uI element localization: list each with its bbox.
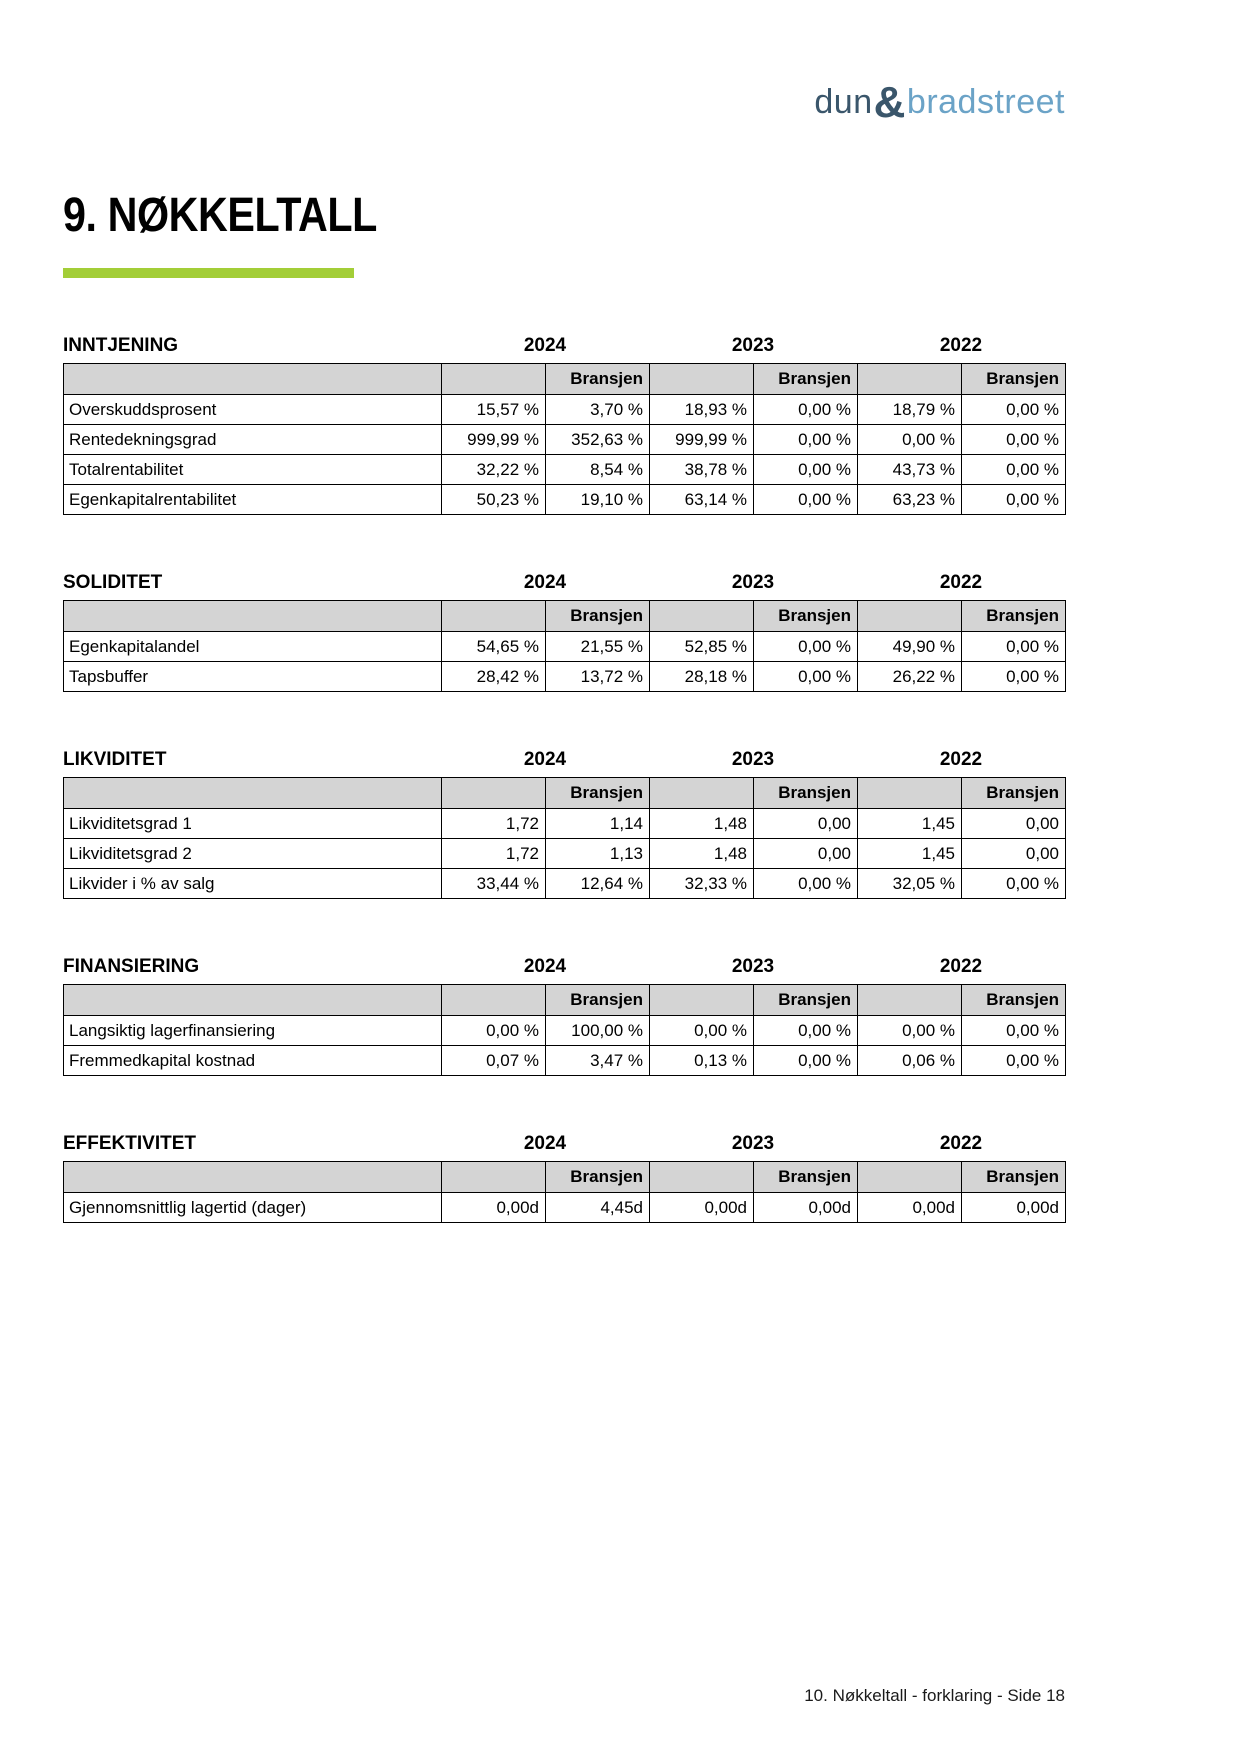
subheader-empty-cell: [858, 985, 962, 1016]
cell-value: 0,00d: [858, 1193, 962, 1223]
cell-value: 0,00 %: [962, 1046, 1066, 1076]
bransjen-header: Bransjen: [962, 601, 1066, 632]
bransjen-header: Bransjen: [962, 1162, 1066, 1193]
year-header-2024: 2024: [523, 749, 567, 770]
table-row: [64, 632, 1066, 662]
section-title: SOLIDITET: [63, 572, 163, 593]
cell-value: 52,85 %: [650, 632, 754, 662]
cell-value: 32,22 %: [442, 455, 546, 485]
row-label: Tapsbuffer: [64, 662, 442, 692]
cell-value: 0,00d: [650, 1193, 754, 1223]
kpi-sections-container: [63, 335, 1065, 1223]
cell-value: 63,23 %: [858, 485, 962, 515]
bransjen-header: Bransjen: [546, 778, 650, 809]
table-row: [64, 839, 1066, 869]
cell-value: 43,73 %: [858, 455, 962, 485]
row-label: Egenkapitalrentabilitet: [64, 485, 442, 515]
cell-value: 0,00: [962, 839, 1066, 869]
year-header-2023: 2023: [731, 956, 775, 977]
cell-value: 0,00 %: [962, 869, 1066, 899]
cell-value: 0,00 %: [754, 662, 858, 692]
subheader-empty-cell: [442, 601, 546, 632]
year-header-2023: 2023: [731, 749, 775, 770]
cell-value: 100,00 %: [546, 1016, 650, 1046]
section-title: EFFEKTIVITET: [63, 1133, 196, 1154]
cell-value: 32,05 %: [858, 869, 962, 899]
year-header-2022: 2022: [939, 749, 983, 770]
table-subheader-row: [64, 601, 1066, 632]
cell-value: 999,99 %: [442, 425, 546, 455]
bransjen-header: Bransjen: [754, 364, 858, 395]
row-label: Egenkapitalandel: [64, 632, 442, 662]
subheader-empty-cell: [64, 778, 442, 809]
cell-value: 1,72: [442, 839, 546, 869]
kpi-table: [63, 984, 1066, 1076]
cell-value: 0,00 %: [962, 425, 1066, 455]
row-label: Fremmedkapital kostnad: [64, 1046, 442, 1076]
cell-value: 19,10 %: [546, 485, 650, 515]
kpi-table: [63, 363, 1066, 515]
cell-value: 32,33 %: [650, 869, 754, 899]
row-label: Totalrentabilitet: [64, 455, 442, 485]
section-title: LIKVIDITET: [63, 749, 167, 770]
cell-value: 0,00 %: [754, 425, 858, 455]
year-header-2024: 2024: [523, 956, 567, 977]
cell-value: 50,23 %: [442, 485, 546, 515]
cell-value: 0,00: [754, 839, 858, 869]
cell-value: 0,00 %: [962, 455, 1066, 485]
cell-value: 28,18 %: [650, 662, 754, 692]
cell-value: 0,00: [962, 809, 1066, 839]
bransjen-header: Bransjen: [962, 778, 1066, 809]
year-header-2023: 2023: [731, 1133, 775, 1154]
subheader-empty-cell: [650, 778, 754, 809]
kpi-section: [63, 1133, 1065, 1223]
bransjen-header: Bransjen: [962, 364, 1066, 395]
kpi-section: [63, 749, 1065, 899]
cell-value: 0,00 %: [754, 1046, 858, 1076]
cell-value: 0,00 %: [754, 455, 858, 485]
cell-value: 0,00 %: [442, 1016, 546, 1046]
cell-value: 0,00d: [962, 1193, 1066, 1223]
cell-value: 0,00 %: [858, 1016, 962, 1046]
table-subheader-row: [64, 1162, 1066, 1193]
page-title: 9. NØKKELTALL: [63, 189, 377, 242]
subheader-empty-cell: [442, 364, 546, 395]
table-row: [64, 1016, 1066, 1046]
table-row: [64, 1046, 1066, 1076]
row-label: Rentedekningsgrad: [64, 425, 442, 455]
cell-value: 15,57 %: [442, 395, 546, 425]
cell-value: 999,99 %: [650, 425, 754, 455]
cell-value: 0,00 %: [962, 1016, 1066, 1046]
accent-bar: [63, 268, 354, 278]
kpi-section: [63, 572, 1065, 692]
subheader-empty-cell: [64, 1162, 442, 1193]
subheader-empty-cell: [442, 1162, 546, 1193]
cell-value: 1,48: [650, 809, 754, 839]
cell-value: 0,00 %: [754, 869, 858, 899]
logo-text-bradstreet: bradstreet: [906, 83, 1065, 121]
cell-value: 28,42 %: [442, 662, 546, 692]
logo-row: [63, 78, 1065, 128]
cell-value: 49,90 %: [858, 632, 962, 662]
row-label: Likviditetsgrad 1: [64, 809, 442, 839]
table-subheader-row: [64, 778, 1066, 809]
bransjen-header: Bransjen: [754, 601, 858, 632]
cell-value: 1,13: [546, 839, 650, 869]
year-header-2024: 2024: [523, 572, 567, 593]
table-row: [64, 809, 1066, 839]
section-title: INNTJENING: [63, 335, 179, 356]
subheader-empty-cell: [442, 985, 546, 1016]
bransjen-header: Bransjen: [962, 985, 1066, 1016]
table-subheader-row: [64, 364, 1066, 395]
cell-value: 8,54 %: [546, 455, 650, 485]
cell-value: 4,45d: [546, 1193, 650, 1223]
bransjen-header: Bransjen: [546, 601, 650, 632]
cell-value: 1,72: [442, 809, 546, 839]
row-label: Overskuddsprosent: [64, 395, 442, 425]
subheader-empty-cell: [858, 778, 962, 809]
table-row: [64, 455, 1066, 485]
cell-value: 0,00 %: [962, 632, 1066, 662]
table-row: [64, 1193, 1066, 1223]
table-row: [64, 662, 1066, 692]
year-header-2023: 2023: [731, 572, 775, 593]
cell-value: 0,00 %: [754, 395, 858, 425]
subheader-empty-cell: [64, 601, 442, 632]
cell-value: 1,14: [546, 809, 650, 839]
cell-value: 1,45: [858, 839, 962, 869]
cell-value: 0,07 %: [442, 1046, 546, 1076]
cell-value: 18,79 %: [858, 395, 962, 425]
subheader-empty-cell: [442, 778, 546, 809]
section-head: [63, 335, 1065, 357]
cell-value: 0,00 %: [650, 1016, 754, 1046]
kpi-section: [63, 956, 1065, 1076]
ampersand-icon: &: [873, 78, 906, 127]
subheader-empty-cell: [858, 364, 962, 395]
kpi-section: [63, 335, 1065, 515]
cell-value: 3,47 %: [546, 1046, 650, 1076]
cell-value: 38,78 %: [650, 455, 754, 485]
kpi-table: [63, 600, 1066, 692]
kpi-table: [63, 1161, 1066, 1223]
cell-value: 18,93 %: [650, 395, 754, 425]
row-label: Langsiktig lagerfinansiering: [64, 1016, 442, 1046]
report-page: [63, 0, 1065, 1754]
bransjen-header: Bransjen: [754, 778, 858, 809]
cell-value: 0,13 %: [650, 1046, 754, 1076]
footer-text: 10. Nøkkeltall - forklaring - Side 18: [804, 1686, 1065, 1705]
subheader-empty-cell: [650, 601, 754, 632]
bransjen-header: Bransjen: [754, 1162, 858, 1193]
cell-value: 0,00 %: [754, 632, 858, 662]
cell-value: 26,22 %: [858, 662, 962, 692]
cell-value: 0,00d: [754, 1193, 858, 1223]
bransjen-header: Bransjen: [546, 1162, 650, 1193]
kpi-table: [63, 777, 1066, 899]
section-head: [63, 572, 1065, 594]
cell-value: 54,65 %: [442, 632, 546, 662]
subheader-empty-cell: [858, 1162, 962, 1193]
cell-value: 0,00: [754, 809, 858, 839]
section-title: FINANSIERING: [63, 956, 200, 977]
cell-value: 0,00d: [442, 1193, 546, 1223]
cell-value: 0,00 %: [754, 485, 858, 515]
year-header-2022: 2022: [939, 1133, 983, 1154]
cell-value: 0,00 %: [962, 395, 1066, 425]
bransjen-header: Bransjen: [754, 985, 858, 1016]
cell-value: 12,64 %: [546, 869, 650, 899]
dun-bradstreet-logo: [814, 78, 1065, 127]
row-label: Gjennomsnittlig lagertid (dager): [64, 1193, 442, 1223]
cell-value: 0,06 %: [858, 1046, 962, 1076]
table-row: [64, 869, 1066, 899]
cell-value: 33,44 %: [442, 869, 546, 899]
cell-value: 1,48: [650, 839, 754, 869]
year-header-2022: 2022: [939, 956, 983, 977]
cell-value: 63,14 %: [650, 485, 754, 515]
cell-value: 0,00 %: [962, 485, 1066, 515]
subheader-empty-cell: [650, 1162, 754, 1193]
year-header-2023: 2023: [731, 335, 775, 356]
cell-value: 0,00 %: [962, 662, 1066, 692]
cell-value: 0,00 %: [858, 425, 962, 455]
subheader-empty-cell: [64, 985, 442, 1016]
cell-value: 21,55 %: [546, 632, 650, 662]
subheader-empty-cell: [650, 364, 754, 395]
subheader-empty-cell: [858, 601, 962, 632]
section-head: [63, 1133, 1065, 1155]
table-row: [64, 395, 1066, 425]
row-label: Likviditetsgrad 2: [64, 839, 442, 869]
subheader-empty-cell: [650, 985, 754, 1016]
year-header-2022: 2022: [939, 335, 983, 356]
cell-value: 3,70 %: [546, 395, 650, 425]
logo-text-dun: dun: [814, 83, 873, 121]
table-row: [64, 425, 1066, 455]
year-header-2022: 2022: [939, 572, 983, 593]
cell-value: 352,63 %: [546, 425, 650, 455]
table-row: [64, 485, 1066, 515]
year-header-2024: 2024: [523, 1133, 567, 1154]
cell-value: 1,45: [858, 809, 962, 839]
cell-value: 0,00 %: [754, 1016, 858, 1046]
cell-value: 13,72 %: [546, 662, 650, 692]
bransjen-header: Bransjen: [546, 985, 650, 1016]
subheader-empty-cell: [64, 364, 442, 395]
bransjen-header: Bransjen: [546, 364, 650, 395]
section-head: [63, 956, 1065, 978]
section-head: [63, 749, 1065, 771]
row-label: Likvider i % av salg: [64, 869, 442, 899]
year-header-2024: 2024: [523, 335, 567, 356]
table-subheader-row: [64, 985, 1066, 1016]
